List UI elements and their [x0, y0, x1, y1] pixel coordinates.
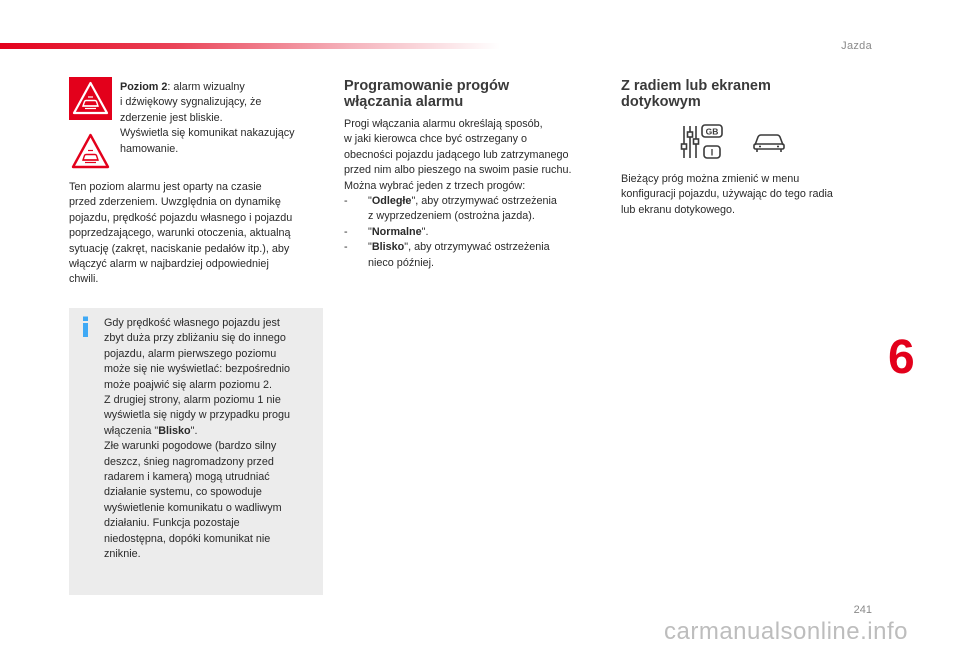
level2-label: Poziom 2 — [120, 81, 168, 93]
car-icon — [752, 131, 786, 153]
level2-line: i dźwiękowy sygnalizujący, że — [120, 96, 262, 109]
option-blisko — [344, 240, 606, 271]
settings-badge-bottom: I — [710, 147, 714, 158]
chapter-number: 6 — [888, 331, 915, 384]
intro-line: przed nim albo pieszego na swoim pasie ruchu. — [344, 164, 572, 177]
radio-touchscreen-text — [621, 172, 871, 218]
collision-alert-red-icon — [69, 77, 112, 120]
radio-heading-line: dotykowym — [621, 94, 701, 110]
thresholds-text — [344, 117, 606, 271]
info-line: zniknie. — [104, 548, 141, 561]
info-line: może poajwić się alarm poziomu 2. — [104, 378, 273, 391]
radio-touchscreen-heading — [621, 78, 871, 110]
section-title: Jazda — [841, 40, 872, 52]
radio-heading-line: Z radiem lub ekranem — [621, 78, 771, 94]
info-line: zbyt duża przy zbliżaniu się do innego — [104, 332, 286, 345]
alarm-level-paragraph — [69, 180, 327, 288]
info-line: działaniu. Funkcja pozostaje — [104, 517, 240, 530]
info-line: niedostępna, dopóki komunikat nie — [104, 532, 271, 545]
info-line: może się nie wyświetlać: bezpośrednio — [104, 363, 291, 376]
info-line: pojazdu, alarm pierwszego poziomu — [104, 347, 277, 360]
info-line: Z drugiej strony, alarm poziomu 1 nie — [104, 394, 281, 407]
option-name: Odległe — [371, 195, 412, 208]
paragraph-line: przed zderzeniem. Uwzględnia on dynamikę — [69, 196, 281, 209]
option-name: Normalne — [371, 225, 422, 238]
thresholds-heading — [344, 78, 594, 110]
intro-line: Można wybrać jeden z trzech progów: — [344, 179, 526, 192]
header-accent-bar — [0, 43, 500, 49]
thresholds-heading-line: Programowanie progów — [344, 78, 510, 94]
option-name: Blisko — [371, 241, 405, 254]
info-line: wyświetlenie komunikatu o wadliwym — [104, 501, 282, 514]
info-blisko-word: Blisko — [158, 424, 191, 437]
intro-line: obecności pojazdu jadącego lub zatrzymanego — [344, 148, 569, 161]
radio-line: konfiguracji pojazdu, używając do tego radia — [621, 188, 833, 201]
option-pre: " — [368, 195, 372, 208]
option-dash: - — [344, 195, 348, 208]
info-line: deszcz, śnieg nagromadzony przed — [104, 455, 274, 468]
intro-line: Progi włączania alarmu określają sposób, — [344, 118, 543, 130]
info-line: działanie systemu, co spowoduje — [104, 486, 262, 499]
paragraph-line: sytuację (zakręt, naciskanie pedałów itp.), aby — [69, 242, 290, 255]
intro-line: w jaki kierowca chce być ostrzegany o — [344, 133, 528, 146]
option-post: ", aby otrzymywać ostrzeżenia — [411, 195, 557, 208]
paragraph-line: Ten poziom alarmu jest oparty na czasie — [69, 181, 262, 193]
paragraph-line: włączyć alarm w najbardziej odpowiedniej — [69, 258, 269, 271]
info-blisko-post: ". — [190, 424, 198, 437]
option-normalne — [344, 225, 606, 240]
thresholds-heading-line: włączania alarmu — [344, 94, 464, 110]
option-odlegle — [344, 194, 606, 225]
level2-line: Wyświetla się komunikat nakazujący — [120, 127, 295, 140]
watermark: carmanualsonline.info — [664, 618, 908, 645]
vehicle-settings-icon — [680, 124, 724, 160]
option-pre: " — [368, 241, 372, 254]
paragraph-line: chwili. — [69, 273, 99, 286]
info-line: Złe warunki pogodowe (bardzo silny — [104, 440, 277, 453]
option-line2: z wyprzedzeniem (ostrożna jazda). — [368, 210, 535, 223]
option-post: ". — [421, 225, 429, 238]
level2-line: zderzenie jest bliskie. — [120, 111, 223, 124]
page-number: 241 — [853, 604, 872, 616]
paragraph-line: pojazdu, prędkość pojazdu własnego i pojazdu — [69, 211, 293, 224]
option-dash: - — [344, 225, 348, 238]
level2-description — [120, 80, 325, 157]
level2-line: hamowanie. — [120, 142, 179, 155]
level2-text: : alarm wizualny — [167, 81, 245, 93]
info-line: radarem i kamerą) mogą utrudniać — [104, 471, 270, 484]
info-line: Gdy prędkość własnego pojazdu jest — [104, 317, 280, 329]
info-line: wyświetla się nigdy w przypadku progu — [104, 409, 291, 422]
radio-line: lub ekranu dotykowego. — [621, 203, 736, 216]
option-dash: - — [344, 241, 348, 254]
settings-badge-top: GB — [705, 126, 719, 137]
paragraph-line: poprzedzającego, warunki otoczenia, aktualną — [69, 227, 291, 240]
info-blisko-pre: włączenia " — [104, 424, 159, 437]
info-text — [104, 316, 318, 563]
option-line2: nieco później. — [368, 256, 435, 269]
info-icon — [80, 316, 92, 338]
option-pre: " — [368, 225, 372, 238]
brake-alert-icon — [69, 130, 112, 173]
radio-line: Bieżący próg można zmienić w menu — [621, 173, 800, 185]
info-line-blisko — [104, 424, 318, 439]
option-post: ", aby otrzymywać ostrzeżenia — [404, 241, 550, 254]
